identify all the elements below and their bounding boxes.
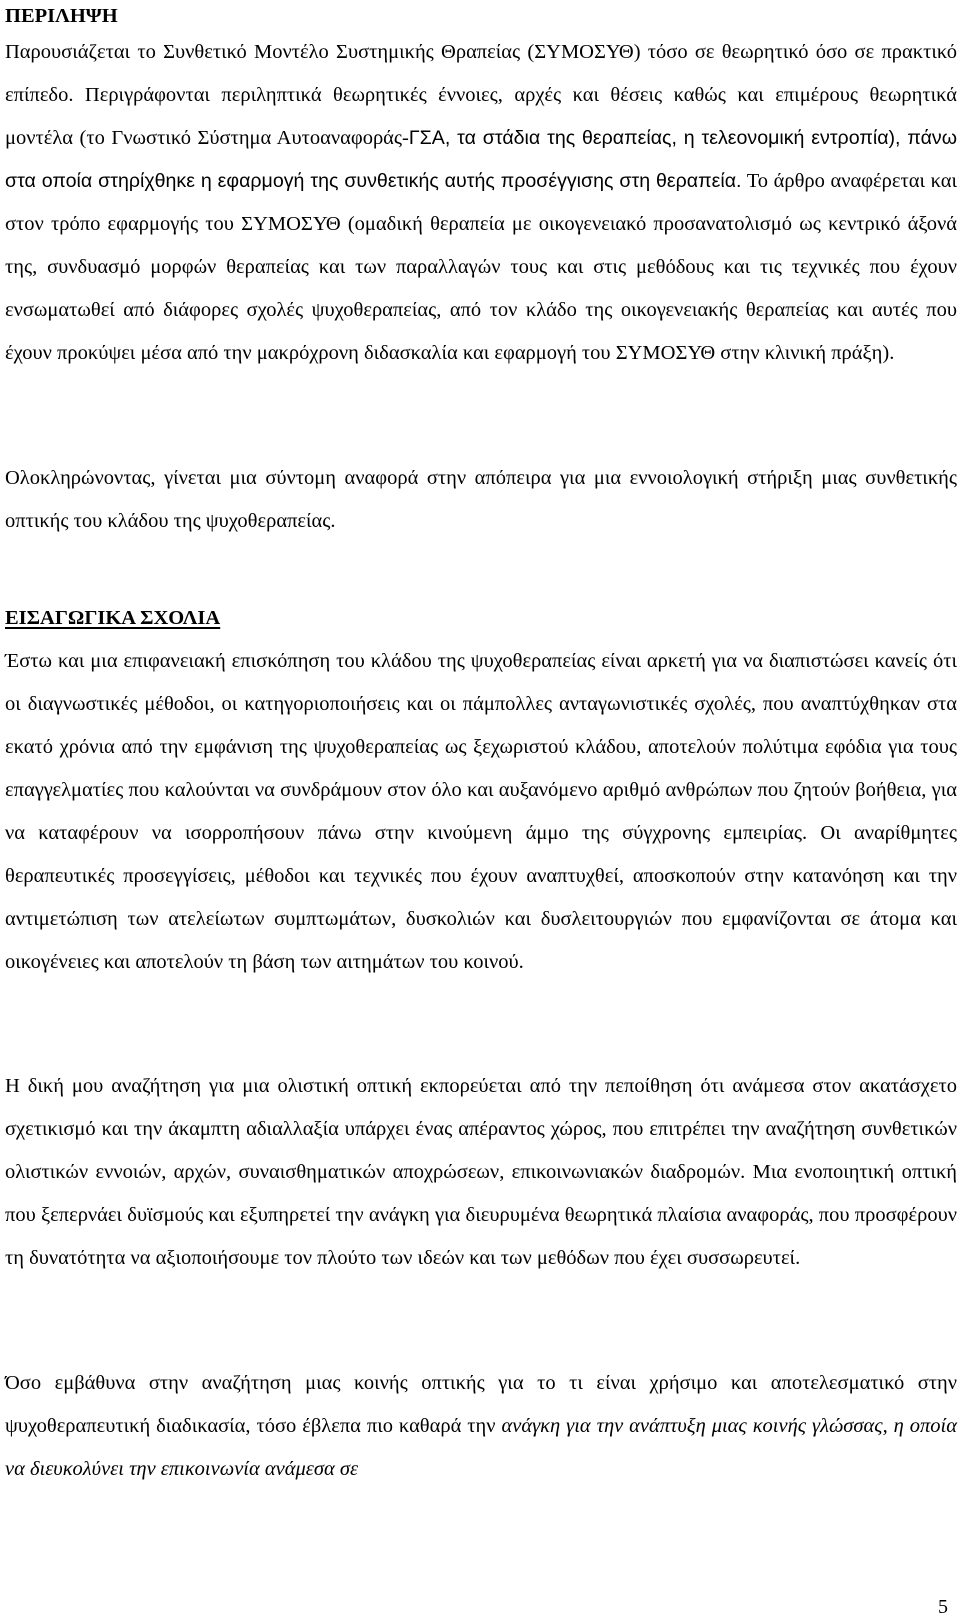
summary-text-sans: ΓΣΑ, τα στάδια της θεραπείας, η τελεονομική εντροπία), πάνω στα οποία στηρίχθηκε η εφαρμογή της συνθετικής αυτής προσέγγισης στη θεραπεία.	[5, 127, 957, 192]
summary-heading: ΠΕΡΙΛΗΨΗ	[5, 5, 118, 27]
intro-paragraph-3-emphasis: ανάγκη για την ανάπτυξη μιας κοινής γλώσσας, η οποία να διευκολύνει την επικοινωνία ανάμεσα σε	[5, 1415, 957, 1480]
summary-paragraph-2: Ολοκληρώνοντας, γίνεται μια σύντομη αναφορά στην απόπειρα για μια εννοιολογική στήριξη μιας συνθετικής οπτικής του κλάδου της ψυχοθεραπείας.	[5, 467, 957, 532]
intro-paragraph-3-text: Όσο εμβάθυνα στην αναζήτηση μιας κοινής οπτικής για το τι είναι χρήσιμο και αποτελεσματικό στην ψυχοθεραπευτική διαδικασία, τόσο έβλεπα πιο καθαρά την	[5, 1372, 957, 1437]
summary-text-serif-a: Παρουσιάζεται το Συνθετικό Μοντέλο Συστημικής Θραπείας (ΣΥΜΟΣΥΘ) τόσο σε θεωρητικό όσο σε πρακτικό επίπεδο. Περιγράφονται περιληπτικά θεωρητικές έννοιες, αρχές και θέσεις καθώς και επιμέρους θεωρητικά μοντέλα (το Γνωστικό Σύστημα Αυτοαναφοράς-	[5, 41, 957, 149]
intro-paragraph-1: Έστω και μια επιφανειακή επισκόπηση του κλάδου της ψυχοθεραπείας είναι αρκετή για να διαπιστώσει κανείς ότι οι διαγνωστικές μέθοδοι, οι κατηγοριοποιήσεις και οι πάμπολλες ανταγωνιστικές σχολές, που αναπτύχθηκαν στα εκατό χρόνια από την εμφάνιση της ψυχοθεραπείας ως ξεχωριστού κλάδου, αποτελούν πολύτιμα εφόδια για τους επαγγελματίες που καλούνται να συνδράμουν στον όλο και αυξανόμενο αριθμό ανθρώπων που ζητούν βοήθεια, για να καταφέρουν να ισορροπήσουν πάνω στην κινούμενη άμμο της σύγχρονης εμπειρίας. Οι αναρίθμητες θεραπευτικές προσεγγίσεις, μέθοδοι και τεχνικές που έχουν αναπτυχθεί, αποσκοπούν στην κατανόηση και την αντιμετώπιση των ατελείωτων συμπτωμάτων, δυσκολιών και δυσλειτουργιών που εμφανίζονται σε άτομα και οικογένειες και αποτελούν τη βάση των αιτημάτων του κοινού.	[5, 650, 957, 973]
summary-text-serif-b: Το άρθρο αναφέρεται και στον τρόπο εφαρμογής του ΣΥΜΟΣΥΘ (ομαδική θεραπεία με οικογενειακό προσανατολισμό ως κεντρικό άξονά της, συνδυασμό μορφών θεραπείας και των παραλλαγών τους και στις μεθόδους και τις τεχνικές που έχουν ενσωματωθεί από διάφορες σχολές ψυχοθεραπείας, από τον κλάδο της οικογενειακής θεραπείας και αυτές που έχουν προκύψει μέσα από την μακρόχρονη διδασκαλία και εφαρμογή του ΣΥΜΟΣΥΘ στην κλινική πράξη).	[5, 170, 957, 364]
intro-paragraph-2: Η δική μου αναζήτηση για μια ολιστική οπτική εκπορεύεται από την πεποίθηση ότι ανάμεσα στον ακατάσχετο σχετικισμό και την άκαμπτη αδιαλλαξία υπάρχει ένας απέραντος χώρος, που επιτρέπει την αναζήτηση συνθετικών ολιστικών εννοιών, αρχών, συναισθηματικών αποχρώσεων, επικοινωνιακών διαδρομών. Μια ενοποιητική οπτική που ξεπερνάει δυϊσμούς και εξυπηρετεί την ανάγκη για διευρυμένα θεωρητικά πλαίσια αναφοράς, που προσφέρουν τη δυνατότητα να αξιοποιήσουμε τον πλούτο των ιδεών και των μεθόδων που έχει συσσωρευτεί.	[5, 1075, 957, 1269]
page-number: 5	[938, 1596, 948, 1618]
intro-heading: ΕΙΣΑΓΩΓΙΚΑ ΣΧΟΛΙΑ	[5, 607, 221, 629]
intro-paragraph-3	[5, 1362, 957, 1491]
summary-paragraph-1	[5, 31, 957, 375]
